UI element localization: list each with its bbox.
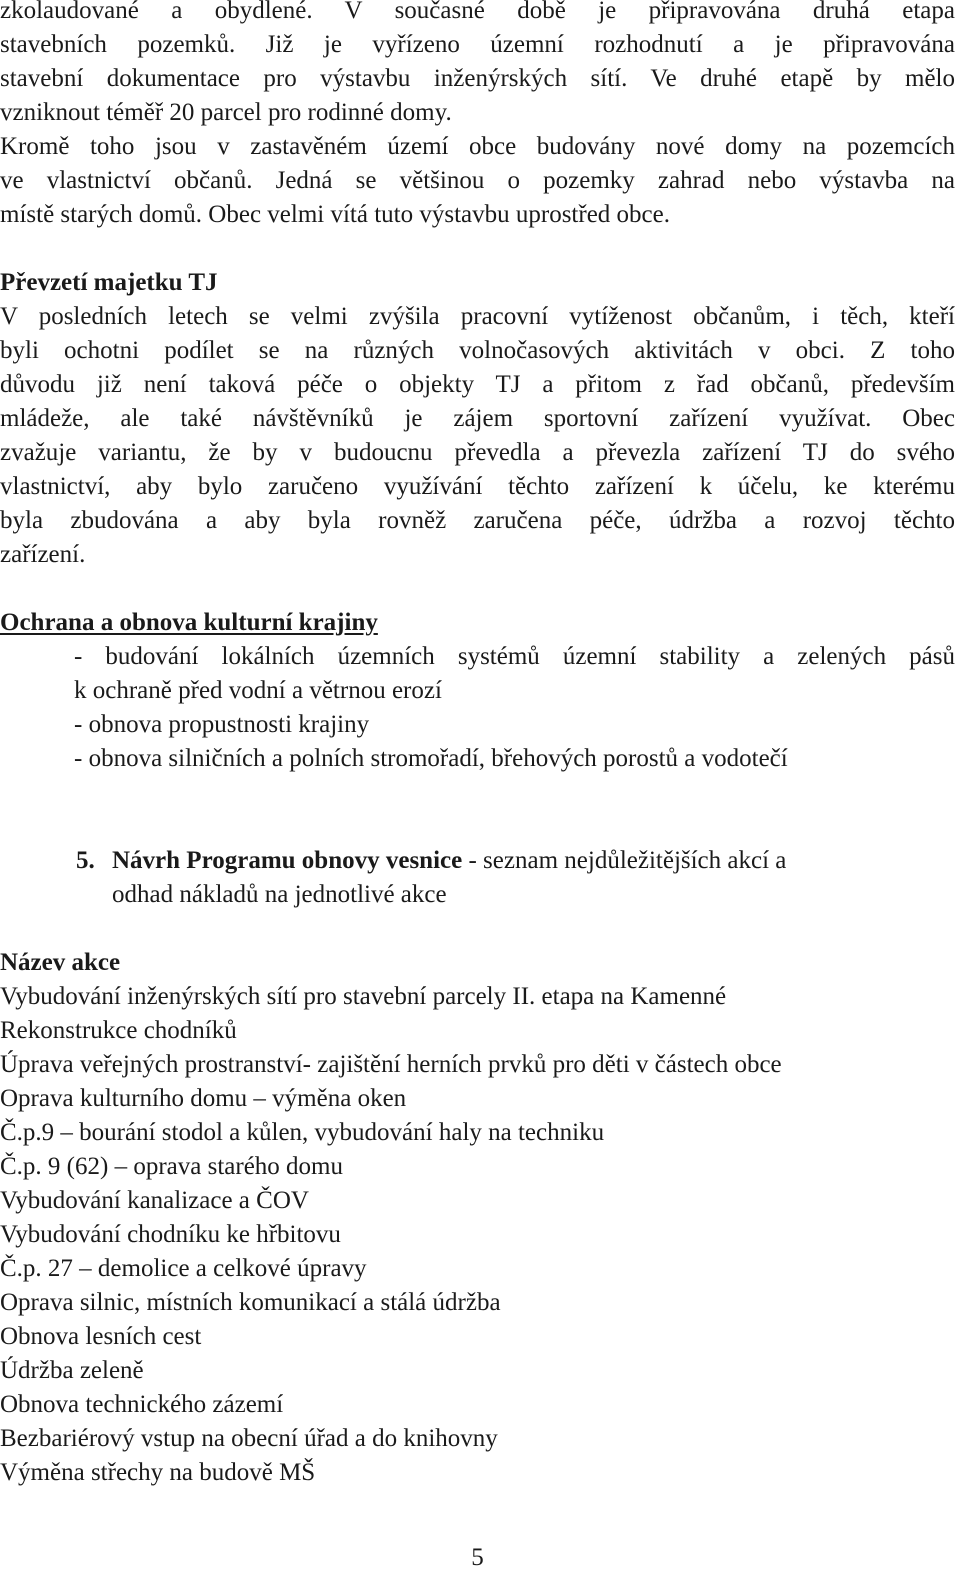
action-item: Vybudování inženýrských sítí pro stavební parcely II. etapa na Kamenné	[0, 983, 727, 1010]
action-item: Č.p. 9 (62) – oprava starého domu	[0, 1153, 343, 1180]
intro-p2-line-1: Kromě toho jsou v zastavěném území obce budovány nové domy na pozemcích	[0, 133, 955, 160]
krajina-item-1a: - budování lokálních územních systémů územní stability a zelených pásů	[74, 643, 955, 670]
section-5-title-rest: - seznam nejdůležitějších akcí a	[462, 847, 787, 874]
action-item: Vybudování kanalizace a ČOV	[0, 1187, 309, 1214]
krajina-item-2: - obnova propustnosti krajiny	[74, 711, 370, 738]
krajina-item-3: - obnova silničních a polních stromořadí, břehových porostů a vodotečí	[74, 745, 788, 772]
tj-line-7: byla zbudována a aby byla rovněž zaručena péče, údržba a rozvoj těchto	[0, 507, 955, 534]
tj-line-4: mládeže, ale také návštěvníků je zájem sportovní zařízení využívat. Obec	[0, 405, 955, 432]
spacer	[0, 912, 955, 946]
krajina-heading: Ochrana a obnova kulturní krajiny	[0, 609, 378, 636]
action-item: Obnova lesních cest	[0, 1323, 202, 1350]
action-item: Úprava veřejných prostranství- zajištění herních prvků pro děti v částech obce	[0, 1051, 782, 1078]
section-5-title: Návrh Programu obnovy vesnice	[112, 847, 463, 874]
tj-line-5: zvažuje variantu, že by v budoucnu převedla a převezla zařízení TJ do svého	[0, 439, 955, 466]
tj-line-6: vlastnictví, aby bylo zaručeno využívání těchto zařízení k účelu, ke kterému	[0, 473, 955, 500]
spacer	[0, 810, 955, 844]
spacer	[0, 776, 955, 810]
actions-heading: Název akce	[0, 949, 121, 976]
tj-line-2: byli ochotni podílet se na různých volnočasových aktivitách v obci. Z toho	[0, 337, 955, 364]
intro-line-4: vzniknout téměř 20 parcel pro rodinné domy.	[0, 99, 452, 126]
actions-list	[0, 946, 955, 1490]
tj-line-8: zařízení.	[0, 541, 86, 568]
action-item: Č.p.9 – bourání stodol a kůlen, vybudování haly na techniku	[0, 1119, 605, 1146]
section-5-line-2: odhad nákladů na jednotlivé akce	[112, 881, 447, 908]
section-5-text	[112, 844, 955, 912]
action-item: Vybudování chodníku ke hřbitovu	[0, 1221, 341, 1248]
tj-line-1: V posledních letech se velmi zvýšila pracovní vytíženost občanům, i těch, kteří	[0, 303, 955, 330]
intro-line-2: stavebních pozemků. Již je vyřízeno územní rozhodnutí a je připravována	[0, 31, 955, 58]
intro-p2-line-2: ve vlastnictví občanů. Jedná se většinou o pozemky zahrad nebo výstavba na	[0, 167, 955, 194]
intro-line-1: zkolaudované a obydlené. V současné době je připravována druhá etapa	[0, 0, 955, 24]
krajina-list	[74, 640, 955, 776]
tj-heading: Převzetí majetku TJ	[0, 269, 218, 296]
section-5-number: 5.	[76, 847, 95, 874]
action-item: Oprava silnic, místních komunikací a stálá údržba	[0, 1289, 501, 1316]
intro-line-3: stavební dokumentace pro výstavbu inženýrských sítí. Ve druhé etapě by mělo	[0, 65, 955, 92]
spacer	[0, 572, 955, 606]
action-item: Oprava kulturního domu – výměna oken	[0, 1085, 407, 1112]
krajina-item-1b: k ochraně před vodní a větrnou erozí	[74, 677, 442, 704]
action-item: Rekonstrukce chodníků	[0, 1017, 237, 1044]
section-5-heading	[76, 844, 955, 912]
action-item: Výměna střechy na budově MŠ	[0, 1459, 316, 1486]
action-item: Obnova technického zázemí	[0, 1391, 284, 1418]
tj-line-3: důvodu již není taková péče o objekty TJ a přitom z řad občanů, především	[0, 371, 955, 398]
action-item: Č.p. 27 – demolice a celkové úpravy	[0, 1255, 367, 1282]
intro-p2-line-3: místě starých domů. Obec velmi vítá tuto výstavbu uprostřed obce.	[0, 201, 670, 228]
page-number: 5	[471, 1544, 484, 1571]
spacer	[0, 232, 955, 266]
action-item: Údržba zeleně	[0, 1357, 144, 1384]
action-item: Bezbariérový vstup na obecní úřad a do knihovny	[0, 1425, 498, 1452]
